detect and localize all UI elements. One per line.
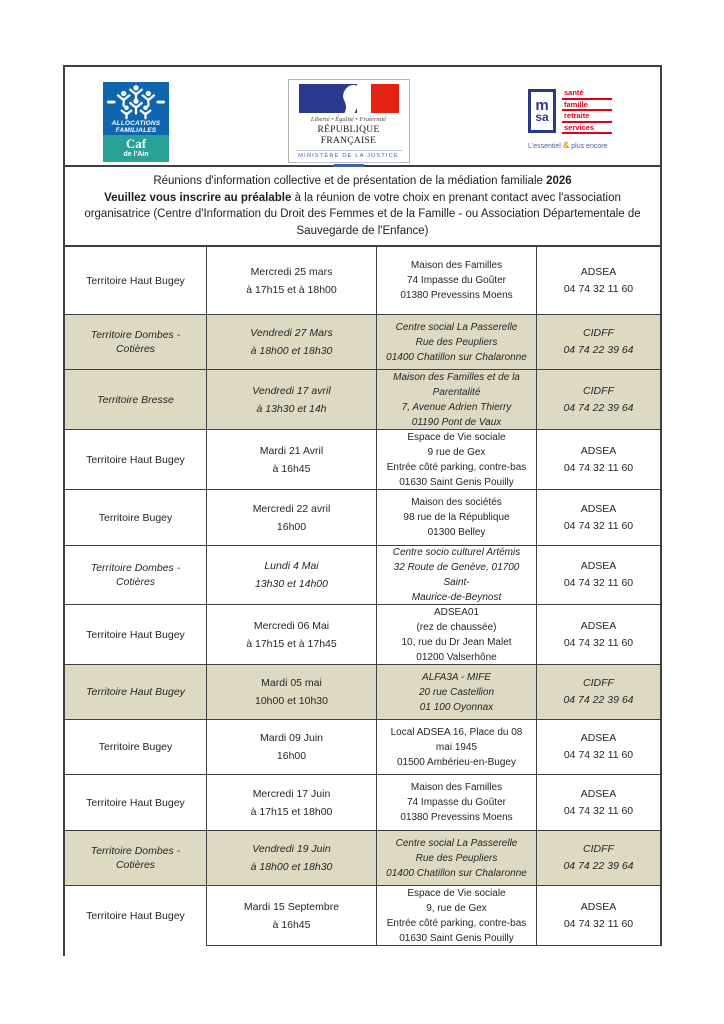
location-cell xyxy=(377,831,537,886)
cell-line: 32 Route de Genève, 01700 Saint- xyxy=(393,562,520,588)
cell-line: Lundi 4 Mai xyxy=(264,560,319,572)
organization-phone: 04 74 22 39 64 xyxy=(563,401,634,414)
location-cell xyxy=(377,605,537,665)
organization-name: ADSEA xyxy=(580,732,617,744)
cell-line: à 17h15 et à 17h45 xyxy=(246,637,337,650)
territory-cell xyxy=(65,370,207,430)
organization-name: CIDFF xyxy=(583,384,614,397)
rf-title: RÉPUBLIQUE FRANÇAISE xyxy=(317,125,380,146)
territory-label: Territoire Bugey xyxy=(98,741,173,753)
date-cell xyxy=(207,831,377,886)
cell-line: Mercredi 22 avril xyxy=(252,502,331,515)
location-cell xyxy=(377,247,537,315)
organization-phone: 04 74 32 11 60 xyxy=(563,749,634,761)
organization-phone: 04 74 32 11 60 xyxy=(563,461,634,474)
territory-cell xyxy=(65,831,207,886)
organization-phone: 04 74 32 11 60 xyxy=(563,804,634,817)
cell-line: Espace de Vie sociale xyxy=(407,887,506,899)
msa-lettermark-icon xyxy=(528,89,556,133)
territory-cell xyxy=(65,605,207,665)
logo-header xyxy=(63,65,662,167)
cell-line: Mercredi 17 Juin xyxy=(252,787,331,800)
cell-line: 01400 Chatillon sur Chalaronne xyxy=(386,867,527,879)
organization-cell xyxy=(537,315,660,370)
cell-line: ADSEA01 xyxy=(433,606,480,618)
cell-line: 10h00 et 10h30 xyxy=(255,695,328,707)
organization-name: CIDFF xyxy=(583,327,614,339)
location-cell xyxy=(377,775,537,831)
territory-cell xyxy=(65,315,207,370)
territory-cell xyxy=(65,546,207,605)
table-row xyxy=(65,831,660,886)
date-cell xyxy=(207,605,377,665)
organization-phone: 04 74 32 11 60 xyxy=(563,636,634,649)
cell-line: Maison des Familles xyxy=(410,782,503,793)
cell-line: Mardi 15 Septembre xyxy=(243,900,340,913)
cell-line: Local ADSEA 16, Place du 08 mai 1945 xyxy=(390,726,523,753)
location-cell xyxy=(377,546,537,605)
table-row xyxy=(65,315,660,370)
msa-logo-top xyxy=(528,89,620,135)
territory-label: Territoire Haut Bugey xyxy=(86,274,185,287)
location-cell xyxy=(377,720,537,775)
territory-label: Territoire Dombes - Cotières xyxy=(90,329,181,355)
organization-phone: 04 74 32 11 60 xyxy=(563,519,634,532)
caf-wordmark-line1: ALLOCATIONS xyxy=(111,120,161,127)
territory-cell xyxy=(65,720,207,775)
cell-line: Mardi 09 Juin xyxy=(259,732,324,744)
flag-red-block xyxy=(371,84,399,113)
caf-department: de l'Ain xyxy=(123,151,149,158)
table-row xyxy=(65,490,660,546)
cell-line: 10, rue du Dr Jean Malet xyxy=(401,636,512,648)
organization-cell xyxy=(537,247,660,315)
location-cell xyxy=(377,315,537,370)
date-cell xyxy=(207,430,377,490)
organization-name: ADSEA xyxy=(580,444,617,457)
republique-francaise-logo xyxy=(288,79,410,163)
date-cell xyxy=(207,247,377,315)
title-block xyxy=(63,167,662,247)
organization-phone: 04 74 32 11 60 xyxy=(563,282,634,295)
cell-line: 01630 Saint Genis Pouilly xyxy=(399,932,514,944)
organization-name: ADSEA xyxy=(580,265,617,278)
cell-line: 9, rue de Gex xyxy=(426,902,487,914)
cell-line: Centre socio culturel Artémis xyxy=(392,547,521,558)
marianne-icon xyxy=(337,84,367,113)
location-cell xyxy=(377,370,537,430)
cell-line: 01380 Prevessins Moens xyxy=(400,812,513,823)
territory-cell xyxy=(65,886,207,946)
date-cell xyxy=(207,490,377,546)
caf-name: Caf xyxy=(125,136,147,151)
cell-line: 01400 Chatillon sur Chalaronne xyxy=(386,351,527,363)
cell-line: Rue des Peupliers xyxy=(415,336,498,348)
organization-cell xyxy=(537,665,660,720)
title-text: Réunions d'information collective et de présentation de la médiation familiale xyxy=(153,175,547,187)
cell-line: 01380 Prevessins Moens xyxy=(400,290,513,301)
cell-line: 20 rue Castellion xyxy=(418,686,495,698)
msa-services xyxy=(562,89,612,135)
table-row xyxy=(65,605,660,665)
organization-name: ADSEA xyxy=(580,787,617,800)
msa-letters-sa: sa xyxy=(535,109,549,124)
cell-line: Mardi 21 Avril xyxy=(259,444,324,457)
table-left-border-tail xyxy=(63,946,65,956)
organization-phone: 04 74 22 39 64 xyxy=(563,344,634,356)
organization-name: CIDFF xyxy=(583,843,614,855)
msa-logo xyxy=(528,89,620,150)
subtitle-line xyxy=(75,190,650,240)
cell-line: Vendredi 19 Juin xyxy=(252,843,331,855)
msa-tagline xyxy=(528,140,620,150)
cell-line: Maison des sociétés xyxy=(411,497,502,508)
territory-cell xyxy=(65,665,207,720)
organization-cell xyxy=(537,370,660,430)
location-cell xyxy=(377,490,537,546)
cell-line: 01630 Saint Genis Pouilly xyxy=(399,476,514,488)
table-row xyxy=(65,720,660,775)
table-row xyxy=(65,775,660,831)
cell-line: Rue des Peupliers xyxy=(415,852,498,864)
cell-line: Parentalité xyxy=(432,386,481,398)
date-cell xyxy=(207,665,377,720)
caf-people-icon xyxy=(104,84,168,122)
cell-line: (rez de chaussée) xyxy=(416,621,497,633)
cell-line: à 17h15 et 18h00 xyxy=(250,805,333,818)
territory-cell xyxy=(65,490,207,546)
cell-line: 01500 Ambérieu-en-Bugey xyxy=(397,756,516,768)
cell-line: Maison des Familles et de la xyxy=(393,371,520,383)
caf-wordmark-line2: FAMILIALES xyxy=(115,127,157,134)
cell-line: 01300 Belley xyxy=(427,527,486,538)
caf-wordmark xyxy=(103,120,169,134)
location-cell xyxy=(377,886,537,946)
cell-line: Mardi 05 mai xyxy=(261,677,322,689)
french-flag-icon xyxy=(299,84,399,113)
cell-line: à 16h45 xyxy=(272,918,311,931)
caf-name-panel xyxy=(103,135,169,162)
cell-line: à 18h00 et 18h30 xyxy=(250,861,333,873)
cell-line: à 16h45 xyxy=(272,462,311,475)
organization-cell xyxy=(537,720,660,775)
cell-line: à 13h30 et 14h xyxy=(256,402,327,415)
organization-phone: 04 74 32 11 60 xyxy=(563,917,634,930)
cell-line: Entrée côté parking, contre-bas xyxy=(386,917,527,929)
table-row xyxy=(65,247,660,315)
cell-line: 74 Impasse du Goûter xyxy=(407,275,506,286)
msa-service-label: santé xyxy=(562,89,612,100)
organization-cell xyxy=(537,886,660,946)
territory-label: Territoire Haut Bugey xyxy=(86,628,185,641)
cell-line: Centre social La Passerelle xyxy=(395,837,518,849)
cell-line: ALFA3A - MIFE xyxy=(422,671,491,683)
table-row xyxy=(65,886,660,946)
territory-label: Territoire Dombes - Cotières xyxy=(90,845,181,871)
cell-line: 7, Avenue Adrien Thierry xyxy=(401,401,512,413)
organization-name: ADSEA xyxy=(580,619,617,632)
organization-name: ADSEA xyxy=(580,502,617,515)
rf-motto: Liberté • Égalité • Fraternité xyxy=(310,116,387,123)
organization-name: CIDFF xyxy=(583,677,614,689)
table-row xyxy=(65,546,660,605)
date-cell xyxy=(207,370,377,430)
cell-line: 13h30 et 14h00 xyxy=(255,578,328,590)
msa-ampersand: & xyxy=(562,140,570,150)
cell-line: Maurice-de-Beynost xyxy=(411,592,502,603)
organization-cell xyxy=(537,546,660,605)
organization-cell xyxy=(537,490,660,546)
territory-cell xyxy=(65,247,207,315)
msa-service-label: famille xyxy=(562,101,612,112)
organization-cell xyxy=(537,605,660,665)
subtitle-bold: Veuillez vous inscrire au préalable xyxy=(104,191,292,204)
organization-name: ADSEA xyxy=(580,560,617,572)
territory-label: Territoire Haut Bugey xyxy=(86,796,185,809)
territory-label: Territoire Dombes - Cotières xyxy=(90,562,181,588)
caf-logo xyxy=(103,82,169,162)
location-cell xyxy=(377,665,537,720)
date-cell xyxy=(207,315,377,370)
cell-line: Espace de Vie sociale xyxy=(407,431,506,443)
table-row xyxy=(65,665,660,720)
organization-cell xyxy=(537,775,660,831)
title-year: 2026 xyxy=(546,175,572,187)
cell-line: Entrée côté parking, contre-bas xyxy=(386,461,527,473)
date-cell xyxy=(207,720,377,775)
date-cell xyxy=(207,775,377,831)
msa-letter-m: m xyxy=(535,96,549,114)
date-cell xyxy=(207,886,377,946)
territory-label: Territoire Bugey xyxy=(98,511,173,524)
organization-name: ADSEA xyxy=(580,900,617,913)
cell-line: à 18h00 et 18h30 xyxy=(250,345,333,357)
cell-line: Vendredi 27 Mars xyxy=(250,327,333,339)
cell-line: à 17h15 et à 18h00 xyxy=(246,283,337,296)
territory-cell xyxy=(65,430,207,490)
cell-line: 74 Impasse du Goûter xyxy=(407,797,506,808)
cell-line: Mercredi 25 mars xyxy=(250,265,333,278)
rf-underline-bar xyxy=(334,164,364,167)
territory-label: Territoire Haut Bugey xyxy=(86,910,185,922)
cell-line: 16h00 xyxy=(276,520,307,533)
table-row xyxy=(65,430,660,490)
location-cell xyxy=(377,430,537,490)
flag-blue-block xyxy=(299,84,357,113)
date-cell xyxy=(207,546,377,605)
meetings-table xyxy=(63,247,662,946)
cell-line: Maison des Familles xyxy=(410,260,503,271)
organization-phone: 04 74 22 39 64 xyxy=(563,860,634,872)
cell-line: 9 rue de Gex xyxy=(427,446,486,458)
msa-service-label: services xyxy=(562,124,612,135)
territory-cell xyxy=(65,775,207,831)
table-row xyxy=(65,370,660,430)
organization-phone: 04 74 32 11 60 xyxy=(563,577,634,589)
title-line xyxy=(75,173,650,190)
msa-tagline-post: plus encore xyxy=(571,143,608,150)
cell-line: 98 rue de la République xyxy=(403,512,510,523)
cell-line: 16h00 xyxy=(276,750,307,762)
subtitle-text: à la réunion de votre choix en prenant contact avec l'association organisatrice (Centre d'Information du Droit des Femmes et de la Famille - ou Association Départementale de Sauvegarde de l'Enfance) xyxy=(84,191,641,237)
document-page xyxy=(63,65,662,956)
organization-cell xyxy=(537,831,660,886)
territory-label: Territoire Haut Bugey xyxy=(86,453,185,466)
msa-service-label: retraite xyxy=(562,112,612,123)
territory-label: Territoire Haut Bugey xyxy=(86,686,185,698)
territory-label: Territoire Bresse xyxy=(97,393,174,406)
msa-tagline-pre: L'essentiel xyxy=(528,143,561,150)
cell-line: 01 100 Oyonnax xyxy=(419,701,494,713)
caf-logo-blue-panel xyxy=(103,82,169,135)
rf-ministry: MINISTÈRE DE LA JUSTICE xyxy=(296,150,402,163)
cell-line: 01200 Valserhône xyxy=(416,651,497,663)
cell-line: Centre social La Passerelle xyxy=(395,321,518,333)
cell-line: Vendredi 17 avril xyxy=(252,384,331,397)
organization-phone: 04 74 22 39 64 xyxy=(563,694,634,706)
cell-line: Mercredi 06 Mai xyxy=(253,619,330,632)
cell-line: 01190 Pont de Vaux xyxy=(411,416,502,428)
organization-cell xyxy=(537,430,660,490)
